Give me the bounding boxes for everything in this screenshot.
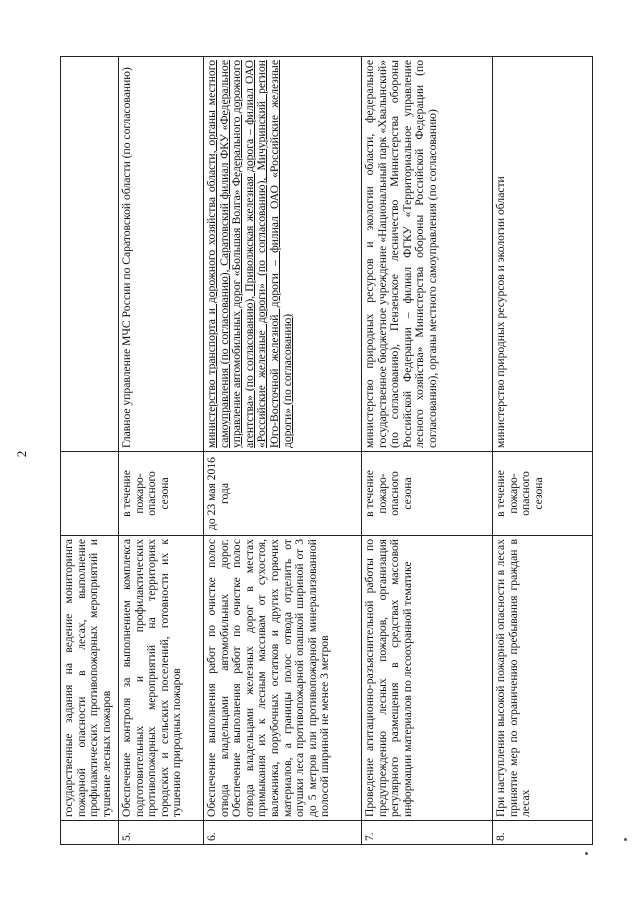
measures-table: [60, 56, 593, 845]
action-cell: Обеспечение контроля за выполнением комплекса подготовительных и профилактических противопожарных мероприятий на территориях городских и сельских поселений, готовности их к тушению природных пожаров: [119, 536, 204, 821]
row-number: [61, 821, 119, 845]
responsible-cell: министерство природных ресурсов и экологии области, федеральное государственное бюджетное учреждение «Национальный парк «Хвалынский» (по согласованию), Пензенское лесничество Министерства обороны Российской Федерации – филиал ФГКУ «Территориальное управление лесного хозяйства» Министерства обороны Российской Федерации (по согласованию), органы местного самоуправления (по согласованию): [362, 57, 493, 452]
action-cell: Проведение агитационно-разъяснительной работы по предупреждению лесных пожаров, организация регулярного размещения в средствах массовой информации материалов по лесоохранной тематике: [362, 536, 493, 821]
row-number: 6.: [204, 821, 362, 845]
term-cell: в течение пожаро-опасного сезона: [362, 452, 493, 536]
table-row: [362, 57, 493, 845]
action-cell: При наступлении высокой пожарной опасности в лесах принятие мер по ограничению пребывания граждан в лесах: [493, 536, 593, 821]
responsible-cell: [61, 57, 119, 452]
term-cell: в течение пожаро-опасного сезона: [119, 452, 204, 536]
responsible-cell: Главное управление МЧС России по Саратовской области (по согласованию): [119, 57, 204, 452]
row-number: 7.: [362, 821, 493, 845]
responsible-cell: министерство природных ресурсов и экологии области: [493, 57, 593, 452]
row-number: 8.: [493, 821, 593, 845]
page-number: 2: [14, 450, 29, 458]
responsible-cell: министерство транспорта и дорожного хозяйства области, органы местного самоуправления (по согласованию), Саратовский филиал ФКУ «Федеральное управление автомобильных дорог «Большая Волга» Федерального дорожного агентства» (по согласованию), Приволжская железная дорога – филиал ОАО «Российские железные дороги» (по согласованию), Мичуринский регион Юго-Восточной железной дороги – филиал ОАО «Российские железные дороги» (по согласованию): [204, 57, 362, 452]
table-row: [204, 57, 362, 845]
term-cell: [61, 452, 119, 536]
table-row: [493, 57, 593, 845]
term-cell: до 23 мая 2016 года: [204, 452, 362, 536]
action-cell: государственные задания на ведение мониторинга пожарной опасности в лесах, выполнение профилактических противопожарных мероприятий и тушение лесных пожаров: [61, 536, 119, 821]
scan-speck: [624, 838, 627, 841]
row-number: 5.: [119, 821, 204, 845]
scan-speck: [585, 852, 588, 855]
action-cell: Обеспечение выполнения работ по очистке полос отвода владельцами автомобильных дорог. Обеспечение выполнения работ по очистке полос отвода владельцами железных дорог в местах примыкания их к лесным массивам от сухостоя, валежника, порубочных остатков и других горючих материалов, а границы полос отвода отделить от опушки леса противопожарной опашкой шириной от 3 до 5 метров или противопожарной минерализованной полосой шириной не менее 3 метров: [204, 536, 362, 821]
table-row: [61, 57, 119, 845]
table-row: [119, 57, 204, 845]
term-cell: в течение пожаро-опасного сезона: [493, 452, 593, 536]
